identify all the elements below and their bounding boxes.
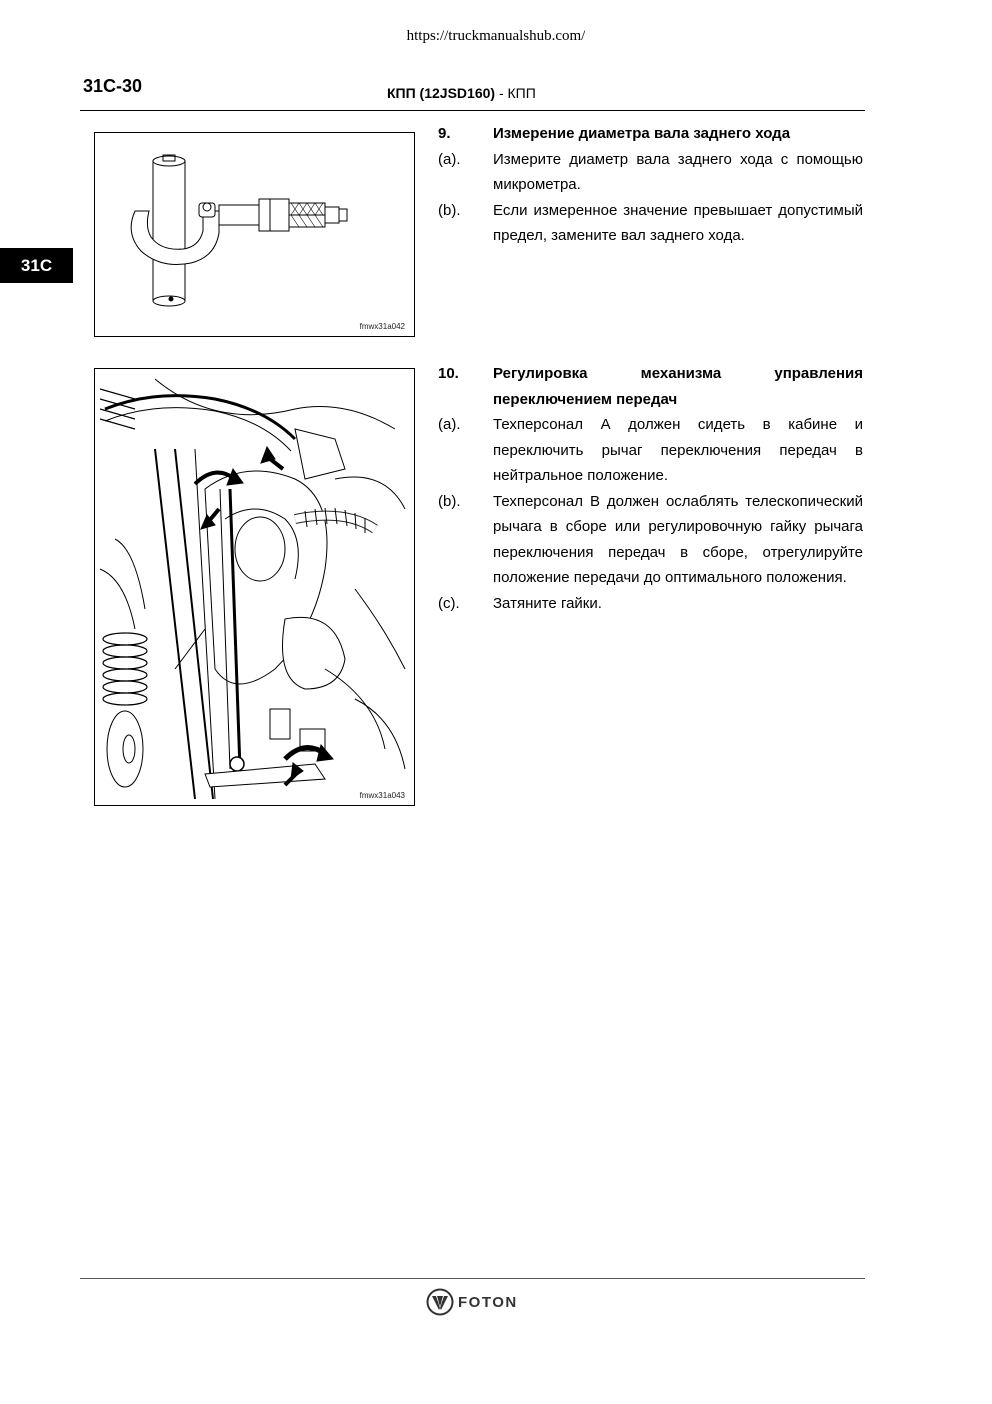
header-title-model: КПП (12JSD160) — [387, 85, 496, 101]
item-label: (b). — [438, 492, 461, 510]
item-label: (b). — [438, 201, 461, 219]
item-text: Затяните гайки. — [493, 594, 602, 612]
item-text: Техперсонал B должен ослаблять телескопический рычага в сборе или регулировочную гайку рычага переключения передач в сборе, отрегулируйте положение передачи до оптимального положения. — [493, 492, 863, 586]
figure-shift-linkage — [94, 368, 415, 806]
item-text: Техперсонал А должен сидеть в кабине и переключить рычаг переключения передач в нейтральное положение. — [493, 416, 863, 484]
section-title: Регулировка механизма управления переключением передач — [493, 365, 863, 408]
list-item — [438, 489, 863, 591]
gearshift-linkage-engine-bay-illustration — [95, 369, 414, 805]
list-item — [438, 412, 863, 489]
figure-micrometer — [94, 132, 415, 337]
section-heading — [438, 361, 863, 412]
section-heading — [438, 121, 863, 147]
header-divider — [80, 110, 865, 111]
footer-divider — [80, 1278, 865, 1279]
list-item — [438, 591, 863, 617]
section-9 — [438, 121, 863, 249]
item-label: (a). — [438, 150, 461, 168]
logo-text: FOTON — [458, 1293, 518, 1311]
source-url: https://truckmanualshub.com/ — [406, 28, 586, 44]
figure-code: fmwx31a043 — [359, 791, 405, 800]
section-number: 10. — [438, 365, 459, 382]
item-label: (c). — [438, 594, 460, 612]
list-item — [438, 147, 863, 198]
section-title: Измерение диаметра вала заднего хода — [493, 125, 791, 142]
section-10 — [438, 361, 863, 616]
item-label: (a). — [438, 416, 461, 433]
header-title — [387, 85, 536, 101]
item-text: Измерите диаметр вала заднего хода с помощью микрометра. — [493, 150, 863, 193]
item-text: Если измеренное значение превышает допустимый предел, замените вал заднего хода. — [493, 201, 863, 244]
figure-code: fmwx31a042 — [359, 322, 405, 331]
list-item — [438, 198, 863, 249]
foton-logo-icon — [426, 1288, 454, 1316]
micrometer-measuring-shaft-illustration — [95, 133, 414, 336]
footer-logo — [426, 1288, 518, 1316]
section-number: 9. — [438, 125, 451, 142]
chapter-tab: 31C — [0, 248, 73, 283]
header-title-section: - КПП — [495, 85, 536, 101]
page-number: 31C-30 — [83, 76, 143, 96]
